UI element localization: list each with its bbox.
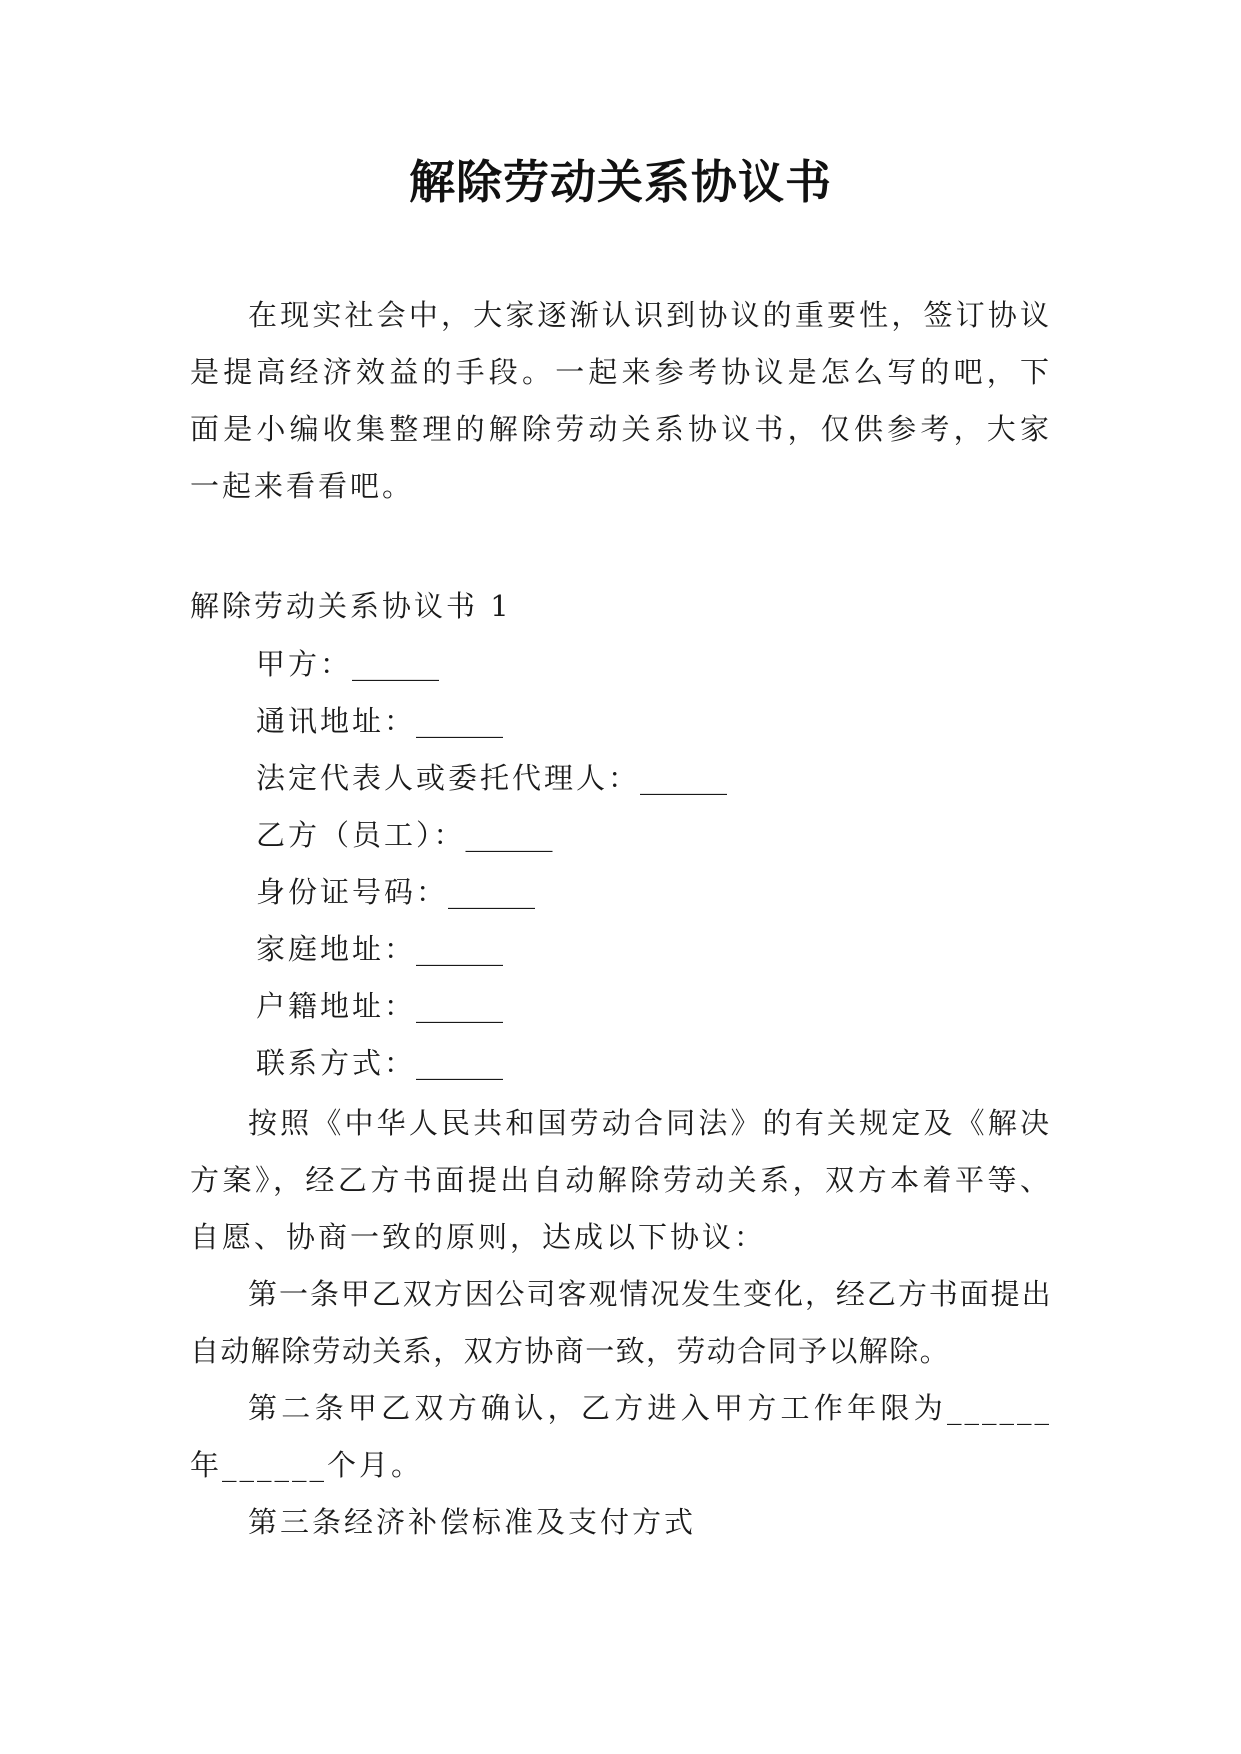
field-label: 联系方式： <box>256 1046 417 1080</box>
field-blank: ______ <box>352 647 440 681</box>
field-id-number <box>190 864 1052 921</box>
clause-1: 第一条甲乙双方因公司客观情况发生变化，经乙方书面提出自动解除劳动关系，双方协商一致，劳动合同予以解除。 <box>190 1277 1052 1368</box>
field-party-a <box>190 636 1052 693</box>
field-household-address <box>190 978 1052 1035</box>
field-label: 通讯地址： <box>256 704 417 738</box>
field-blank: ______ <box>416 704 504 738</box>
field-label: 法定代表人或委托代理人： <box>256 761 641 795</box>
field-mailing-address <box>190 693 1052 750</box>
intro-paragraph <box>190 287 1052 515</box>
agreement-clauses <box>190 1095 1052 1551</box>
field-label: 身份证号码： <box>256 875 449 909</box>
field-label: 家庭地址： <box>256 932 417 966</box>
document-title: 解除劳动关系协议书 <box>409 155 832 209</box>
field-blank: ______ <box>448 875 536 909</box>
field-blank: ______ <box>416 1046 504 1080</box>
field-blank: ______ <box>465 818 553 852</box>
field-blank: ______ <box>640 761 728 795</box>
intro-text: 在现实社会中，大家逐渐认识到协议的重要性，签订协议是提高经济效益的手段。一起来参考协议是怎么写的吧，下面是小编收集整理的解除劳动关系协议书，仅供参考，大家一起来看看吧。 <box>190 298 1052 503</box>
party-fields <box>190 636 1052 1092</box>
field-home-address <box>190 921 1052 978</box>
field-blank: ______ <box>416 932 504 966</box>
field-blank: ______ <box>416 989 504 1023</box>
field-label: 甲方： <box>256 647 353 681</box>
clause-3: 第三条经济补偿标准及支付方式 <box>248 1505 697 1539</box>
field-party-b <box>190 807 1052 864</box>
field-label: 乙方（员工）： <box>256 818 466 852</box>
section-heading: 解除劳动关系协议书 1 <box>190 589 512 623</box>
field-contact <box>190 1035 1052 1092</box>
field-legal-representative <box>190 750 1052 807</box>
clause-2: 第二条甲乙双方确认，乙方进入甲方工作年限为______年______个月。 <box>190 1391 1052 1482</box>
preamble-paragraph: 按照《中华人民共和国劳动合同法》的有关规定及《解决方案》，经乙方书面提出自动解除劳动关系，双方本着平等、自愿、协商一致的原则，达成以下协议： <box>190 1106 1052 1254</box>
field-label: 户籍地址： <box>256 989 417 1023</box>
